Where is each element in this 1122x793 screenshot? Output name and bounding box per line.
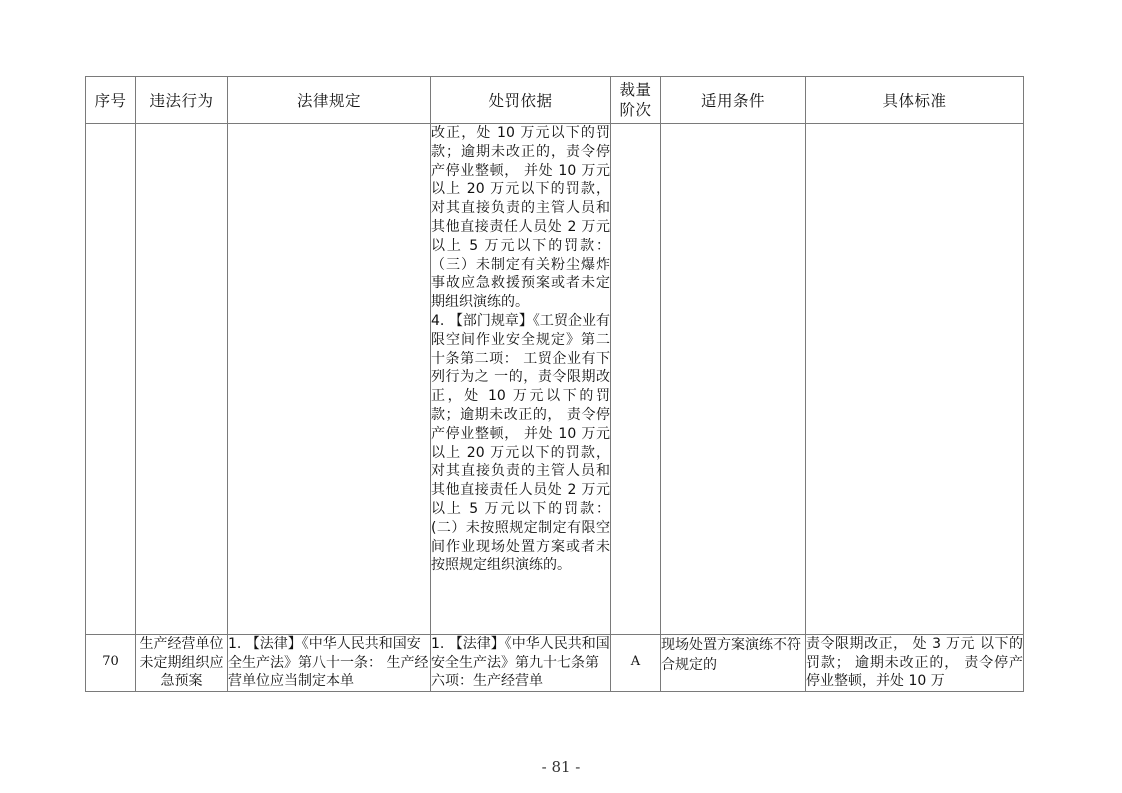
- row70-violation: 生产经营单位未定期组织应急预案: [136, 635, 228, 692]
- row70-applicable-condition: 现场处置方案演练不符合规定的: [661, 635, 806, 692]
- continued-violation-cell: [136, 124, 228, 635]
- continued-serial-cell: [86, 124, 136, 635]
- row70-specific-standard: 责令限期改正， 处 3 万元 以下的罚款； 逾期未改正的， 责令停产停业整顿，并处 10 万: [806, 636, 1023, 689]
- header-discretion-level: 裁量 阶次: [611, 77, 661, 124]
- row70-serial-number: 70: [86, 635, 136, 692]
- header-serial-number: 序号: [86, 77, 136, 124]
- row70-discretion-level: A: [611, 635, 661, 692]
- continued-level-cell: [611, 124, 661, 635]
- header-applicable-condition: 适用条件: [661, 77, 806, 124]
- penalty-standards-table: [85, 76, 1024, 692]
- row70-legal-provision: 1. 【法律】《中华人民共和国安全生产法》第八十一条： 生产经营单位应当制定本单: [228, 635, 431, 692]
- continued-law-cell: [228, 124, 431, 635]
- header-specific-standard: 具体标准: [806, 77, 1024, 124]
- header-legal-provision: 法律规定: [228, 77, 431, 124]
- page-number: - 81 -: [541, 758, 581, 776]
- header-penalty-basis: 处罚依据: [431, 77, 611, 124]
- continued-basis-cell: [431, 124, 611, 635]
- table-row-continued: [86, 124, 1024, 635]
- table-row-70: [86, 635, 1024, 692]
- basis-paragraph-2: 4. 【部门规章】《工贸企业有限空间作业安全规定》第二十条第二项： 工贸企业有下列行为之 一的，责令限期改正，处 10 万元以下的罚款；逾期未改正的， 责令停产停业整顿， 并处 10 万元以上 20 万元以下的罚款，对其直接负责的主管人员和其他直接责任人员处 2 万元以上 5 万元以下的罚款： (二）未按照规定制定有限空间作业现场处置方案或者未按照规定组织演练的。: [431, 312, 610, 574]
- header-row: [86, 77, 1024, 124]
- continued-condition-cell: [661, 124, 806, 635]
- row70-penalty-basis: 1. 【法律】《中华人民共和国安全生产法》第九十七条第六项：生产经营单: [431, 636, 610, 689]
- basis-paragraph-1: 改正，处 10 万元以下的罚款；逾期未改正的，责令停产停业整顿， 并处 10 万元以上 20 万元以下的罚款，对其直接负责的主管人员和其他直接责任人员处 2 万元以上 5 万元以下的罚款： （三）未制定有关粉尘爆炸事故应急救援预案或者未定期组织演练的。: [431, 125, 610, 311]
- header-violation: 违法行为: [136, 77, 228, 124]
- continued-standard-cell: [806, 124, 1024, 635]
